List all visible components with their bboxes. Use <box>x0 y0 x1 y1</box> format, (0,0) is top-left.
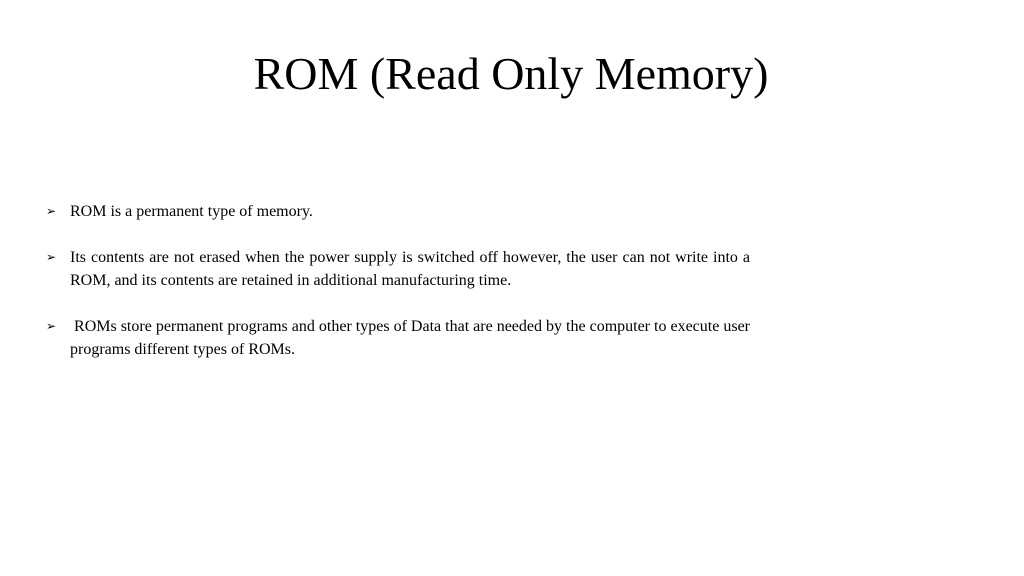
arrowhead-bullet-icon: ➢ <box>46 204 57 218</box>
arrowhead-bullet-icon: ➢ <box>46 250 57 264</box>
bullet-item <box>46 246 750 292</box>
bullet-item <box>46 315 755 361</box>
bullet-text: ROMs store permanent programs and other types of Data that are needed by the computer to execute user programs different types of ROMs. <box>70 318 755 358</box>
slide-title: ROM (Read Only Memory) <box>253 48 769 99</box>
bullet-list <box>46 200 755 384</box>
bullet-text: ROM is a permanent type of memory. <box>70 203 313 220</box>
bullet-item <box>46 200 750 223</box>
bullet-text: Its contents are not erased when the power supply is switched off however, the user can not write into a ROM, and its contents are retained in additional manufacturing time. <box>70 249 750 289</box>
arrowhead-bullet-icon: ➢ <box>46 319 57 333</box>
